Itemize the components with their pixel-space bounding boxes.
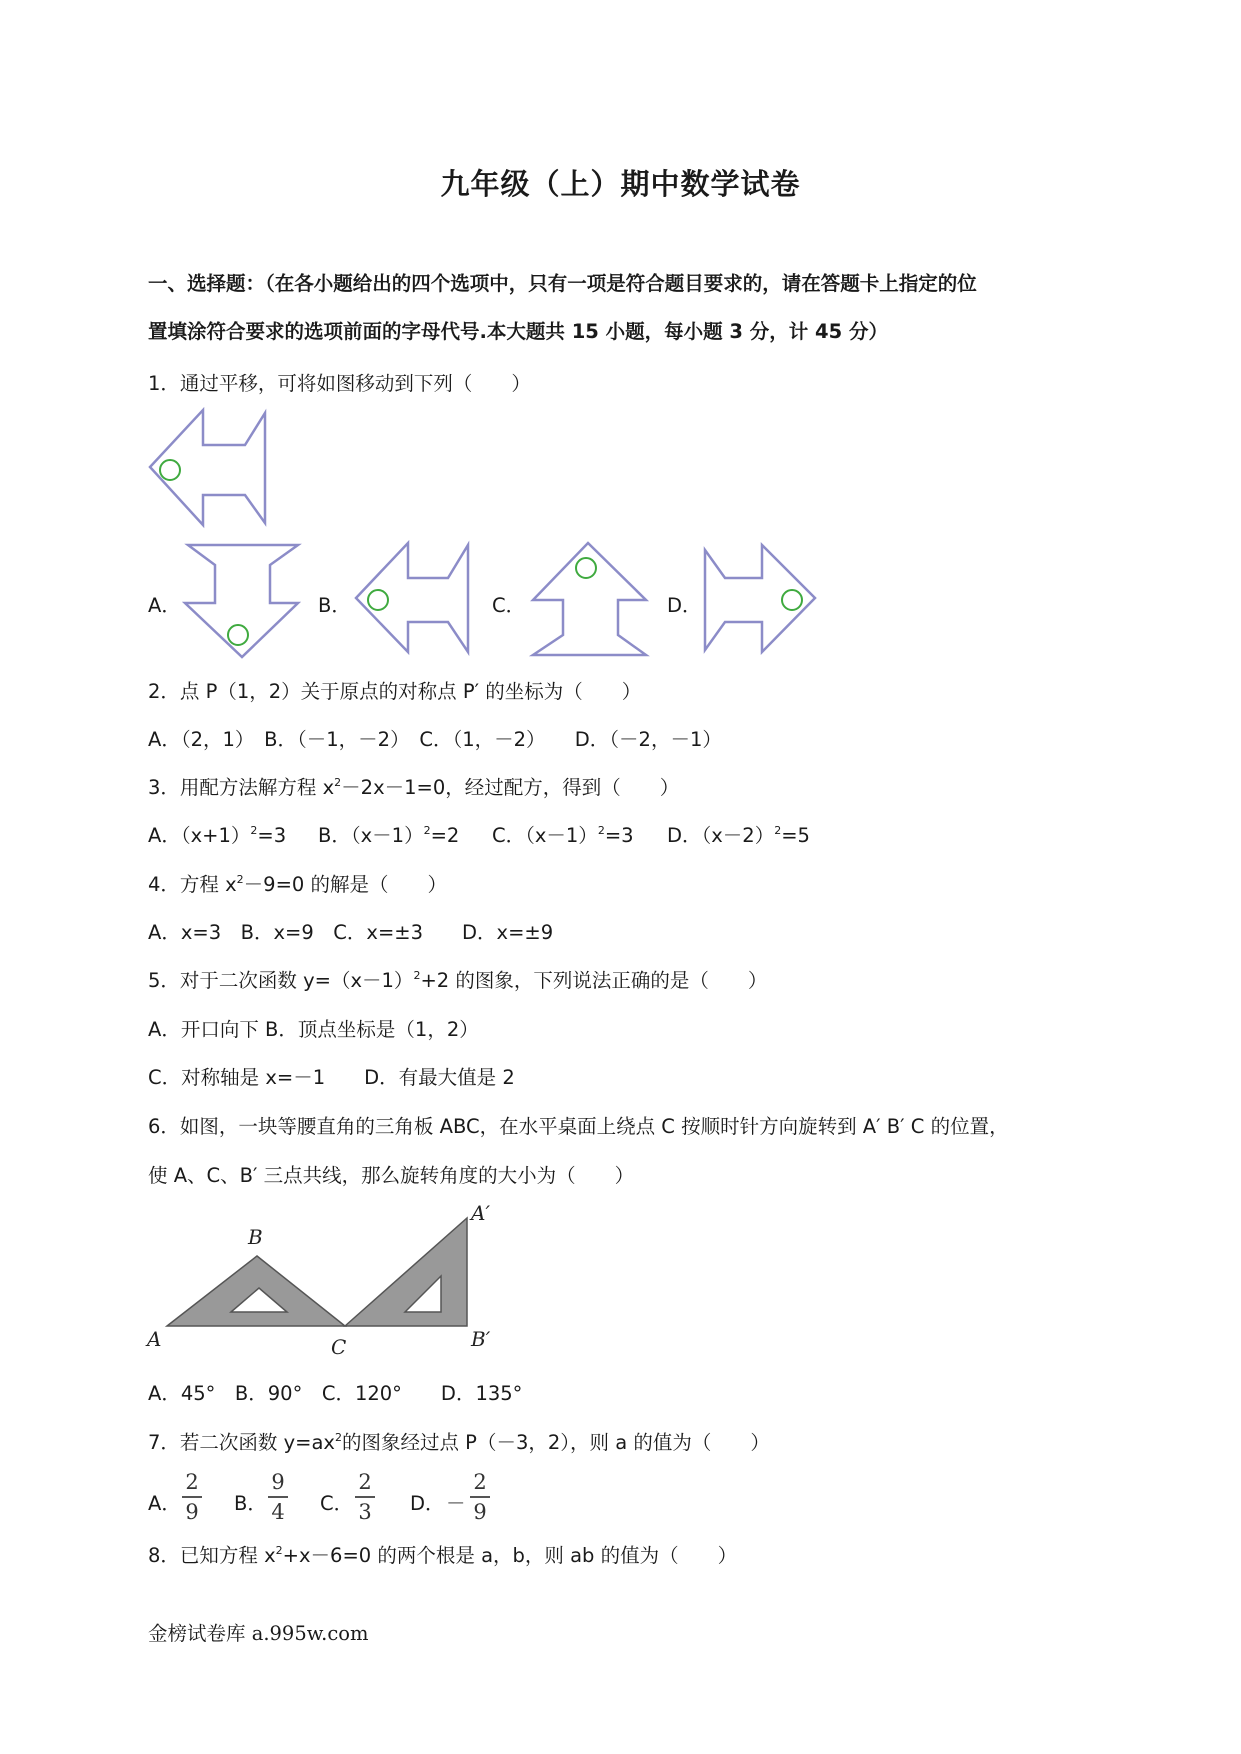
q6-label-b-prime: B′ <box>471 1327 491 1351</box>
section-instructions-line1: 一、选择题：（在各小题给出的四个选项中，只有一项是符合题目要求的，请在答题卡上指定的位 <box>148 272 977 295</box>
question-3: 3．用配方法解方程 $x^2-2x-1=0$，经过配方，得到（ ） <box>148 776 680 799</box>
q7-option-c-label: C． <box>320 1492 354 1515</box>
q1-option-c-figure <box>528 540 653 658</box>
question-6-line2: 使 A、C、B′ 三点共线，那么旋转角度的大小为（ ） <box>148 1164 635 1187</box>
q7-option-b-label: B． <box>234 1492 267 1515</box>
page-footer: 金榜试卷库 a.995w.com <box>148 1622 369 1645</box>
question-5: 5．对于二次函数 $y=(x-1)^2+2$ 的图象，下列说法正确的是（ ） <box>148 969 768 992</box>
question-8: 8．已知方程 $x^2+x-6=0$ 的两个根是 a，b，则 ab 的值为（ ） <box>148 1544 738 1567</box>
question-7: 7．若二次函数 $y=ax^2$的图象经过点 P（－3，2），则 a 的值为（ ） <box>148 1431 770 1454</box>
question-5-options-line1: A．开口向下 B．顶点坐标是（1，2） <box>148 1018 479 1041</box>
q1-option-b-figure <box>353 540 473 655</box>
q7-option-c-fraction: 2 3 <box>355 1470 375 1524</box>
question-4: 4．方程 $x^2-9=0$ 的解是（ ） <box>148 873 448 896</box>
q1-option-d-label: D． <box>667 594 702 617</box>
question-6-options: A．45° B．90° C．120° D．135° <box>148 1382 523 1405</box>
question-2: 2．点 P（1，2）关于原点的对称点 P′ 的坐标为（ ） <box>148 680 642 703</box>
q7-option-d-sign: － <box>446 1492 466 1515</box>
q3-option-b: B．$(x-1)^2=2$ <box>318 824 460 847</box>
question-6-line1: 6．如图，一块等腰直角的三角板 ABC，在水平桌面上绕点 C 按顺时针方向旋转到 A′ B′ C 的位置， <box>148 1115 1009 1138</box>
question-1: 1．通过平移，可将如图移动到下列（ ） <box>148 372 531 395</box>
q1-option-d-figure <box>700 540 820 658</box>
q6-label-a: A <box>147 1327 162 1351</box>
q7-option-d-fraction: 2 9 <box>470 1470 490 1524</box>
q3-option-a: A．$(x+1)^2=3$ <box>148 824 287 847</box>
q6-triangle-figure <box>145 1201 505 1359</box>
q3-option-c: C．$(x-1)^2=3$ <box>492 824 634 847</box>
section-instructions-line2: 置填涂符合要求的选项前面的字母代号.本大题共 15 小题，每小题 3 分，计 45 分） <box>148 320 888 343</box>
q6-label-c: C <box>331 1335 347 1359</box>
q1-option-a-label: A． <box>148 594 181 617</box>
q1-option-a-figure <box>180 540 305 660</box>
page-title: 九年级（上）期中数学试卷 <box>440 167 801 201</box>
q7-option-a-label: A． <box>148 1492 181 1515</box>
q7-option-b-fraction: 9 4 <box>268 1470 288 1524</box>
q6-label-b: B <box>248 1225 263 1249</box>
q6-label-a-prime: A′ <box>471 1201 490 1225</box>
q3-option-d: D．$(x-2)^2=5$ <box>667 824 810 847</box>
question-4-options: A．x=3 B．x=9 C．x=±3 D．x=±9 <box>148 921 554 944</box>
q1-option-c-label: C． <box>492 594 526 617</box>
question-5-options-line2: C．对称轴是 x=－1 D．有最大值是 2 <box>148 1066 515 1089</box>
question-2-options: A．（2，1） B．（－1，－2） C．（1，－2） D．（－2，－1） <box>148 728 722 751</box>
q1-original-figure <box>145 405 275 530</box>
q1-option-b-label: B． <box>318 594 351 617</box>
q7-option-a-fraction: 2 9 <box>182 1470 202 1524</box>
q7-option-d-label: D． <box>410 1492 445 1515</box>
